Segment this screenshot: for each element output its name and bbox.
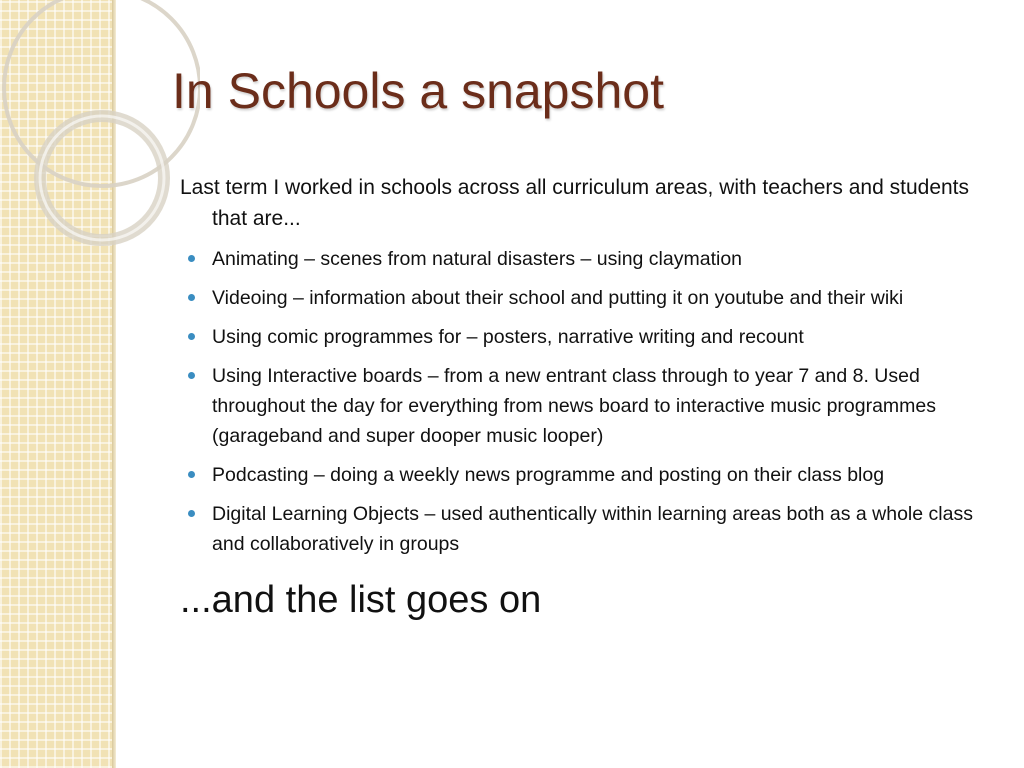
- bullet-icon: [188, 372, 195, 379]
- bullet-icon: [188, 255, 195, 262]
- bullet-text: Animating – scenes from natural disasters – using claymation: [212, 248, 743, 270]
- list-item: [180, 283, 992, 313]
- bullet-text: Using Interactive boards – from a new entrant class through to year 7 and 8. Used throughout the day for everything from news board to interactive music programmes (garageband and super dooper music looper): [212, 365, 937, 447]
- slide-title: In Schools a snapshot: [172, 63, 664, 119]
- intro-paragraph: Last term I worked in schools across all curriculum areas, with teachers and students that are...: [180, 176, 970, 230]
- closing-line: ...and the list goes on: [180, 579, 542, 621]
- list-item: [180, 499, 992, 559]
- bullet-text: Videoing – information about their school and putting it on youtube and their wiki: [212, 287, 904, 309]
- bullet-list: [180, 244, 1000, 559]
- bullet-icon: [188, 333, 195, 340]
- bullet-icon: [188, 294, 195, 301]
- bullet-icon: [188, 510, 195, 517]
- list-item: [180, 322, 992, 352]
- bullet-text: Digital Learning Objects – used authentically within learning areas both as a whole class and collaboratively in groups: [212, 503, 973, 555]
- list-item: [180, 244, 992, 274]
- decorative-ring-large: [4, 0, 200, 186]
- bullet-text: Podcasting – doing a weekly news programme and posting on their class blog: [212, 464, 885, 486]
- list-item: [180, 460, 992, 490]
- decorative-rings: [0, 0, 200, 300]
- bullet-text: Using comic programmes for – posters, narrative writing and recount: [212, 326, 804, 348]
- bullet-icon: [188, 471, 195, 478]
- list-item: [180, 361, 992, 451]
- slide-content: [180, 172, 1000, 623]
